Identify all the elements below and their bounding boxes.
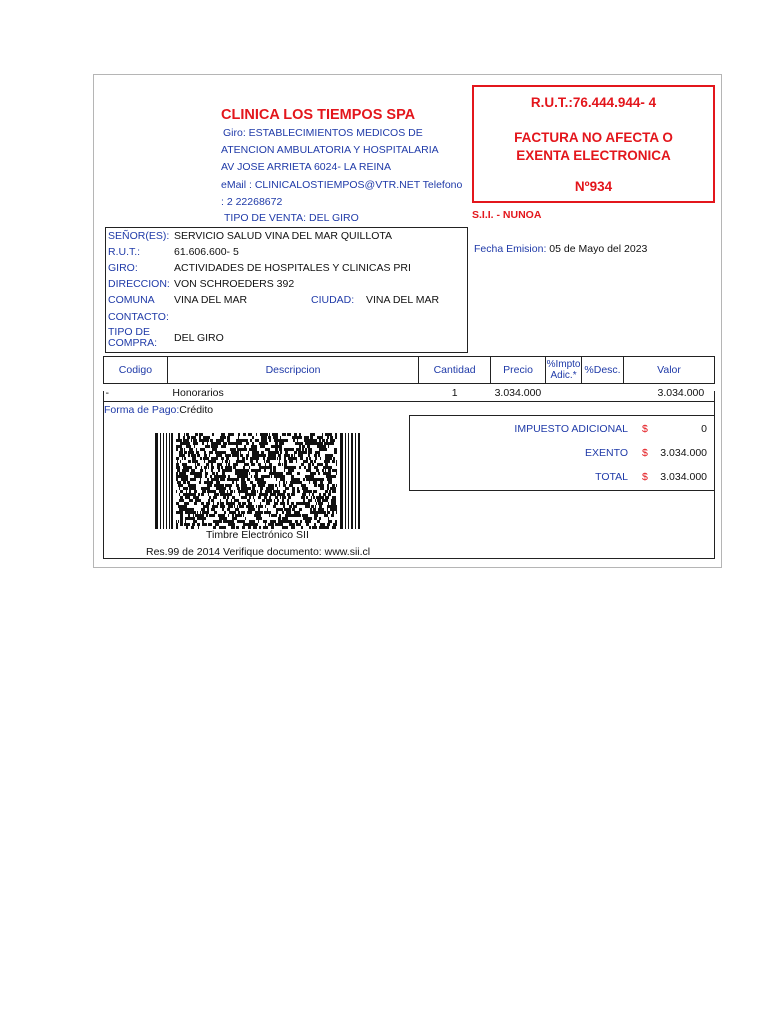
impuesto-currency: $ [642, 423, 648, 435]
document-id-box [472, 85, 715, 203]
timbre-line1: Timbre Electrónico SII [206, 529, 309, 541]
issuer-giro: Giro: ESTABLECIMIENTOS MEDICOS DE [223, 127, 423, 139]
invoice-page [93, 74, 722, 568]
payment-method [104, 404, 213, 416]
issuer-sale-type: TIPO DE VENTA: DEL GIRO [224, 212, 359, 224]
issuer-phone: : 2 22268672 [221, 196, 283, 208]
total-currency: $ [642, 471, 648, 483]
payment-value: Crédito [179, 404, 214, 416]
issuer-address: AV JOSE ARRIETA 6024- LA REINA [221, 161, 392, 173]
tipo-compra-label-2: COMPRA: [108, 337, 158, 349]
totals-box [409, 415, 715, 491]
total-label: TOTAL [595, 471, 628, 483]
cell-descripcion: Honorarios [167, 384, 418, 402]
comuna-label: COMUNA [108, 294, 155, 306]
document-type-line1: FACTURA NO AFECTA O [514, 130, 673, 145]
exento-value: 3.034.000 [660, 447, 707, 459]
total-value: 3.034.000 [660, 471, 707, 483]
tipo-compra-label-1: TIPO DE [108, 326, 151, 338]
cell-cantidad: 1 [419, 384, 491, 402]
payment-label: Forma de Pago: [104, 404, 180, 416]
header-precio: Precio [491, 357, 546, 384]
exento-label: EXENTO [585, 447, 628, 459]
tipo-compra-label [108, 327, 157, 349]
impuesto-label: IMPUESTO ADICIONAL [514, 423, 628, 435]
header-cantidad: Cantidad [419, 357, 491, 384]
comuna-value: VINA DEL MAR [174, 294, 248, 306]
document-type-line2: EXENTA ELECTRONICA [516, 148, 671, 163]
direccion-label: DIRECCION: [108, 278, 170, 290]
tipo-compra-value: DEL GIRO [174, 332, 224, 344]
header-impto-2: Adic.* [550, 370, 577, 381]
cell-valor: 3.034.000 [624, 384, 715, 402]
issuer-name: CLINICA LOS TIEMPOS SPA [221, 107, 416, 123]
client-giro-label: GIRO: [108, 262, 138, 274]
header-impto-1: %Impto [546, 359, 581, 370]
cell-precio: 3.034.000 [491, 384, 546, 402]
senor-label: SEÑOR(ES): [108, 230, 170, 242]
timbre-barcode [155, 433, 360, 529]
items-header-row [104, 357, 715, 384]
timbre-line2: Res.99 de 2014 Verifique documento: www.sii.cl [146, 546, 371, 558]
document-number: Nº934 [574, 179, 613, 194]
cell-codigo: - [104, 384, 168, 402]
ciudad-label: CIUDAD: [311, 294, 355, 306]
issue-date-label: Fecha Emision: [474, 243, 547, 255]
header-descripcion: Descripcion [167, 357, 418, 384]
header-valor: Valor [624, 357, 715, 384]
issue-date-value: 05 de Mayo del 2023 [549, 243, 648, 255]
header-desc: %Desc. [582, 357, 624, 384]
contacto-label: CONTACTO: [108, 311, 169, 323]
senor-value: SERVICIO SALUD VINA DEL MAR QUILLOTA [174, 230, 393, 242]
header-codigo: Codigo [104, 357, 168, 384]
sii-office: S.I.I. - NUNOA [472, 209, 542, 221]
issuer-email: eMail : CLINICALOSTIEMPOS@VTR.NET Telefono [221, 179, 463, 191]
client-rut-label: R.U.T.: [108, 246, 141, 258]
issue-date [474, 243, 647, 255]
client-box [105, 227, 468, 353]
ciudad-value: VINA DEL MAR [366, 294, 440, 306]
client-rut-value: 61.606.600- 5 [174, 246, 239, 258]
direccion-value: VON SCHROEDERS 392 [174, 278, 295, 290]
document-type [474, 129, 713, 165]
header-impto [546, 357, 582, 384]
exento-currency: $ [642, 447, 648, 459]
issuer-rut: R.U.T.:76.444.944- 4 [530, 95, 657, 110]
issuer-giro-cont: ATENCION AMBULATORIA Y HOSPITALARIA [221, 144, 439, 156]
client-giro-value: ACTIVIDADES DE HOSPITALES Y CLINICAS PRI [174, 262, 411, 274]
impuesto-value: 0 [701, 423, 707, 435]
